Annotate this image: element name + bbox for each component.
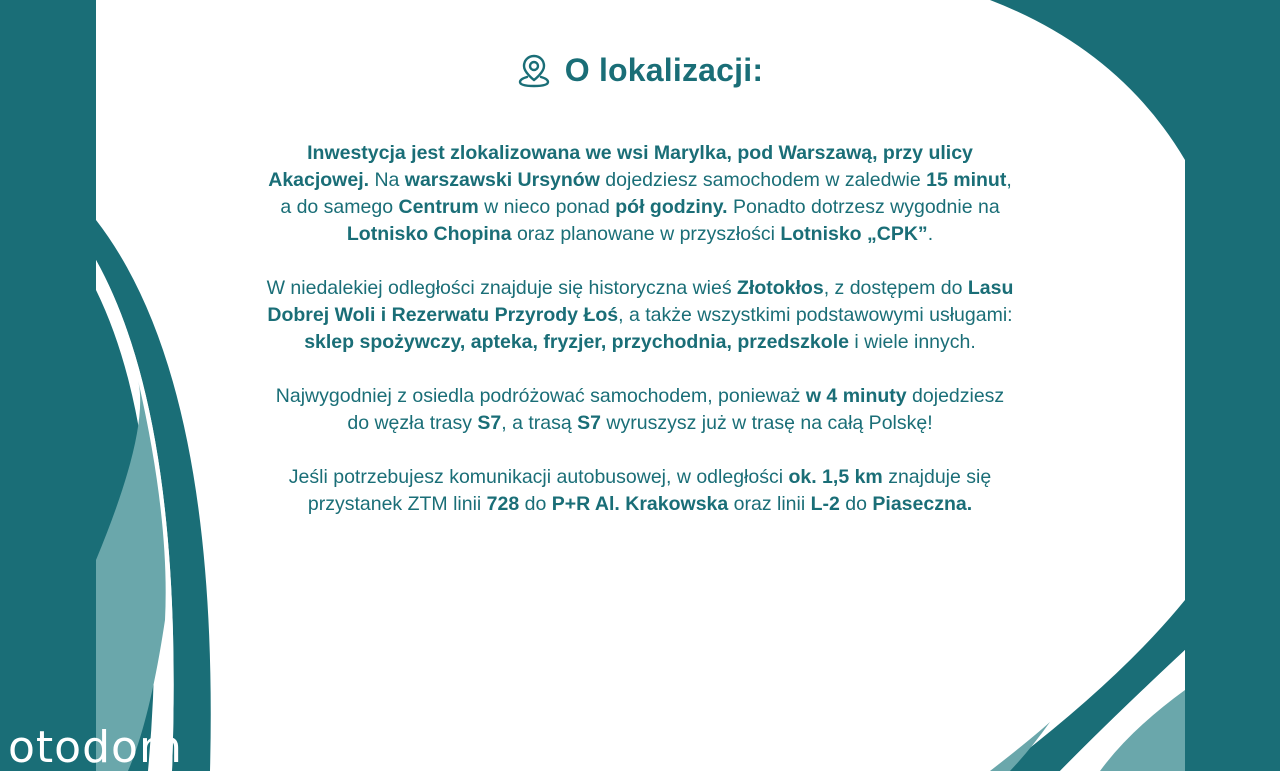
text: Jeśli potrzebujesz komunikacji autobusowej, w odległości [288, 466, 789, 488]
bold-text: 728 [486, 493, 520, 515]
text: w nieco ponad [478, 196, 616, 218]
paragraph [265, 275, 1015, 356]
bold-text: S7 [577, 412, 602, 434]
bold-text: ok. 1,5 km [788, 466, 883, 488]
text: Ponadto dotrzesz wygodnie na [727, 196, 1000, 218]
bold-text: Złotokłos [737, 277, 824, 299]
bold-text: pół godziny. [615, 196, 728, 218]
bold-text: Lasu Dobrej Woli i Rezerwatu Przyrody Łoś [267, 277, 1014, 326]
text: do [519, 493, 552, 515]
bold-text: w 4 minuty [805, 385, 907, 407]
bold-text: sklep spożywczy, apteka, fryzjer, przychodnia, przedszkole [304, 331, 849, 353]
text: oraz linii [728, 493, 811, 515]
bold-text: P+R Al. Krakowska [551, 493, 729, 515]
paragraph [265, 464, 1015, 518]
section-header [0, 52, 1280, 89]
left-band [0, 0, 96, 771]
page-title: O lokalizacji: [564, 52, 764, 88]
bold-text: 15 minut [926, 169, 1007, 191]
bold-text: Inwestycja jest zlokalizowana we wsi Marylka, pod Warszawą, przy ulicy Akacjowej. [268, 142, 973, 191]
text: dojedziesz do węzła trasy [347, 385, 1005, 434]
text: , a trasą [501, 412, 578, 434]
bold-text: Piaseczna. [872, 493, 973, 515]
text: W niedalekiej odległości znajduje się historyczna wieś [266, 277, 738, 299]
text: oraz planowane w przyszłości [511, 223, 781, 245]
text: wyruszysz już w trasę na całą Polskę! [601, 412, 933, 434]
map-pin-icon [517, 53, 551, 89]
text: Najwygodniej z osiedla podróżować samochodem, ponieważ [275, 385, 806, 407]
bold-text: S7 [477, 412, 502, 434]
text: , a do samego [280, 169, 1012, 218]
text: . [927, 223, 934, 245]
right-band [1185, 0, 1280, 771]
watermark-logo: otodom [8, 722, 183, 773]
bold-text: Lotnisko „CPK” [780, 223, 928, 245]
bold-text: Lotnisko Chopina [346, 223, 512, 245]
bold-text: Centrum [398, 196, 479, 218]
bold-text: warszawski Ursynów [404, 169, 600, 191]
paragraph [265, 383, 1015, 437]
text: i wiele innych. [848, 331, 976, 353]
paragraph [265, 140, 1015, 248]
bold-text: L-2 [810, 493, 840, 515]
text: , a także wszystkimi podstawowymi usługami: [618, 304, 1013, 326]
text: dojedziesz samochodem w zaledwie [599, 169, 927, 191]
text: do [839, 493, 873, 515]
text: Na [369, 169, 405, 191]
location-description [265, 140, 1015, 545]
text: , z dostępem do [823, 277, 968, 299]
text: znajduje się przystanek ZTM linii [307, 466, 992, 515]
